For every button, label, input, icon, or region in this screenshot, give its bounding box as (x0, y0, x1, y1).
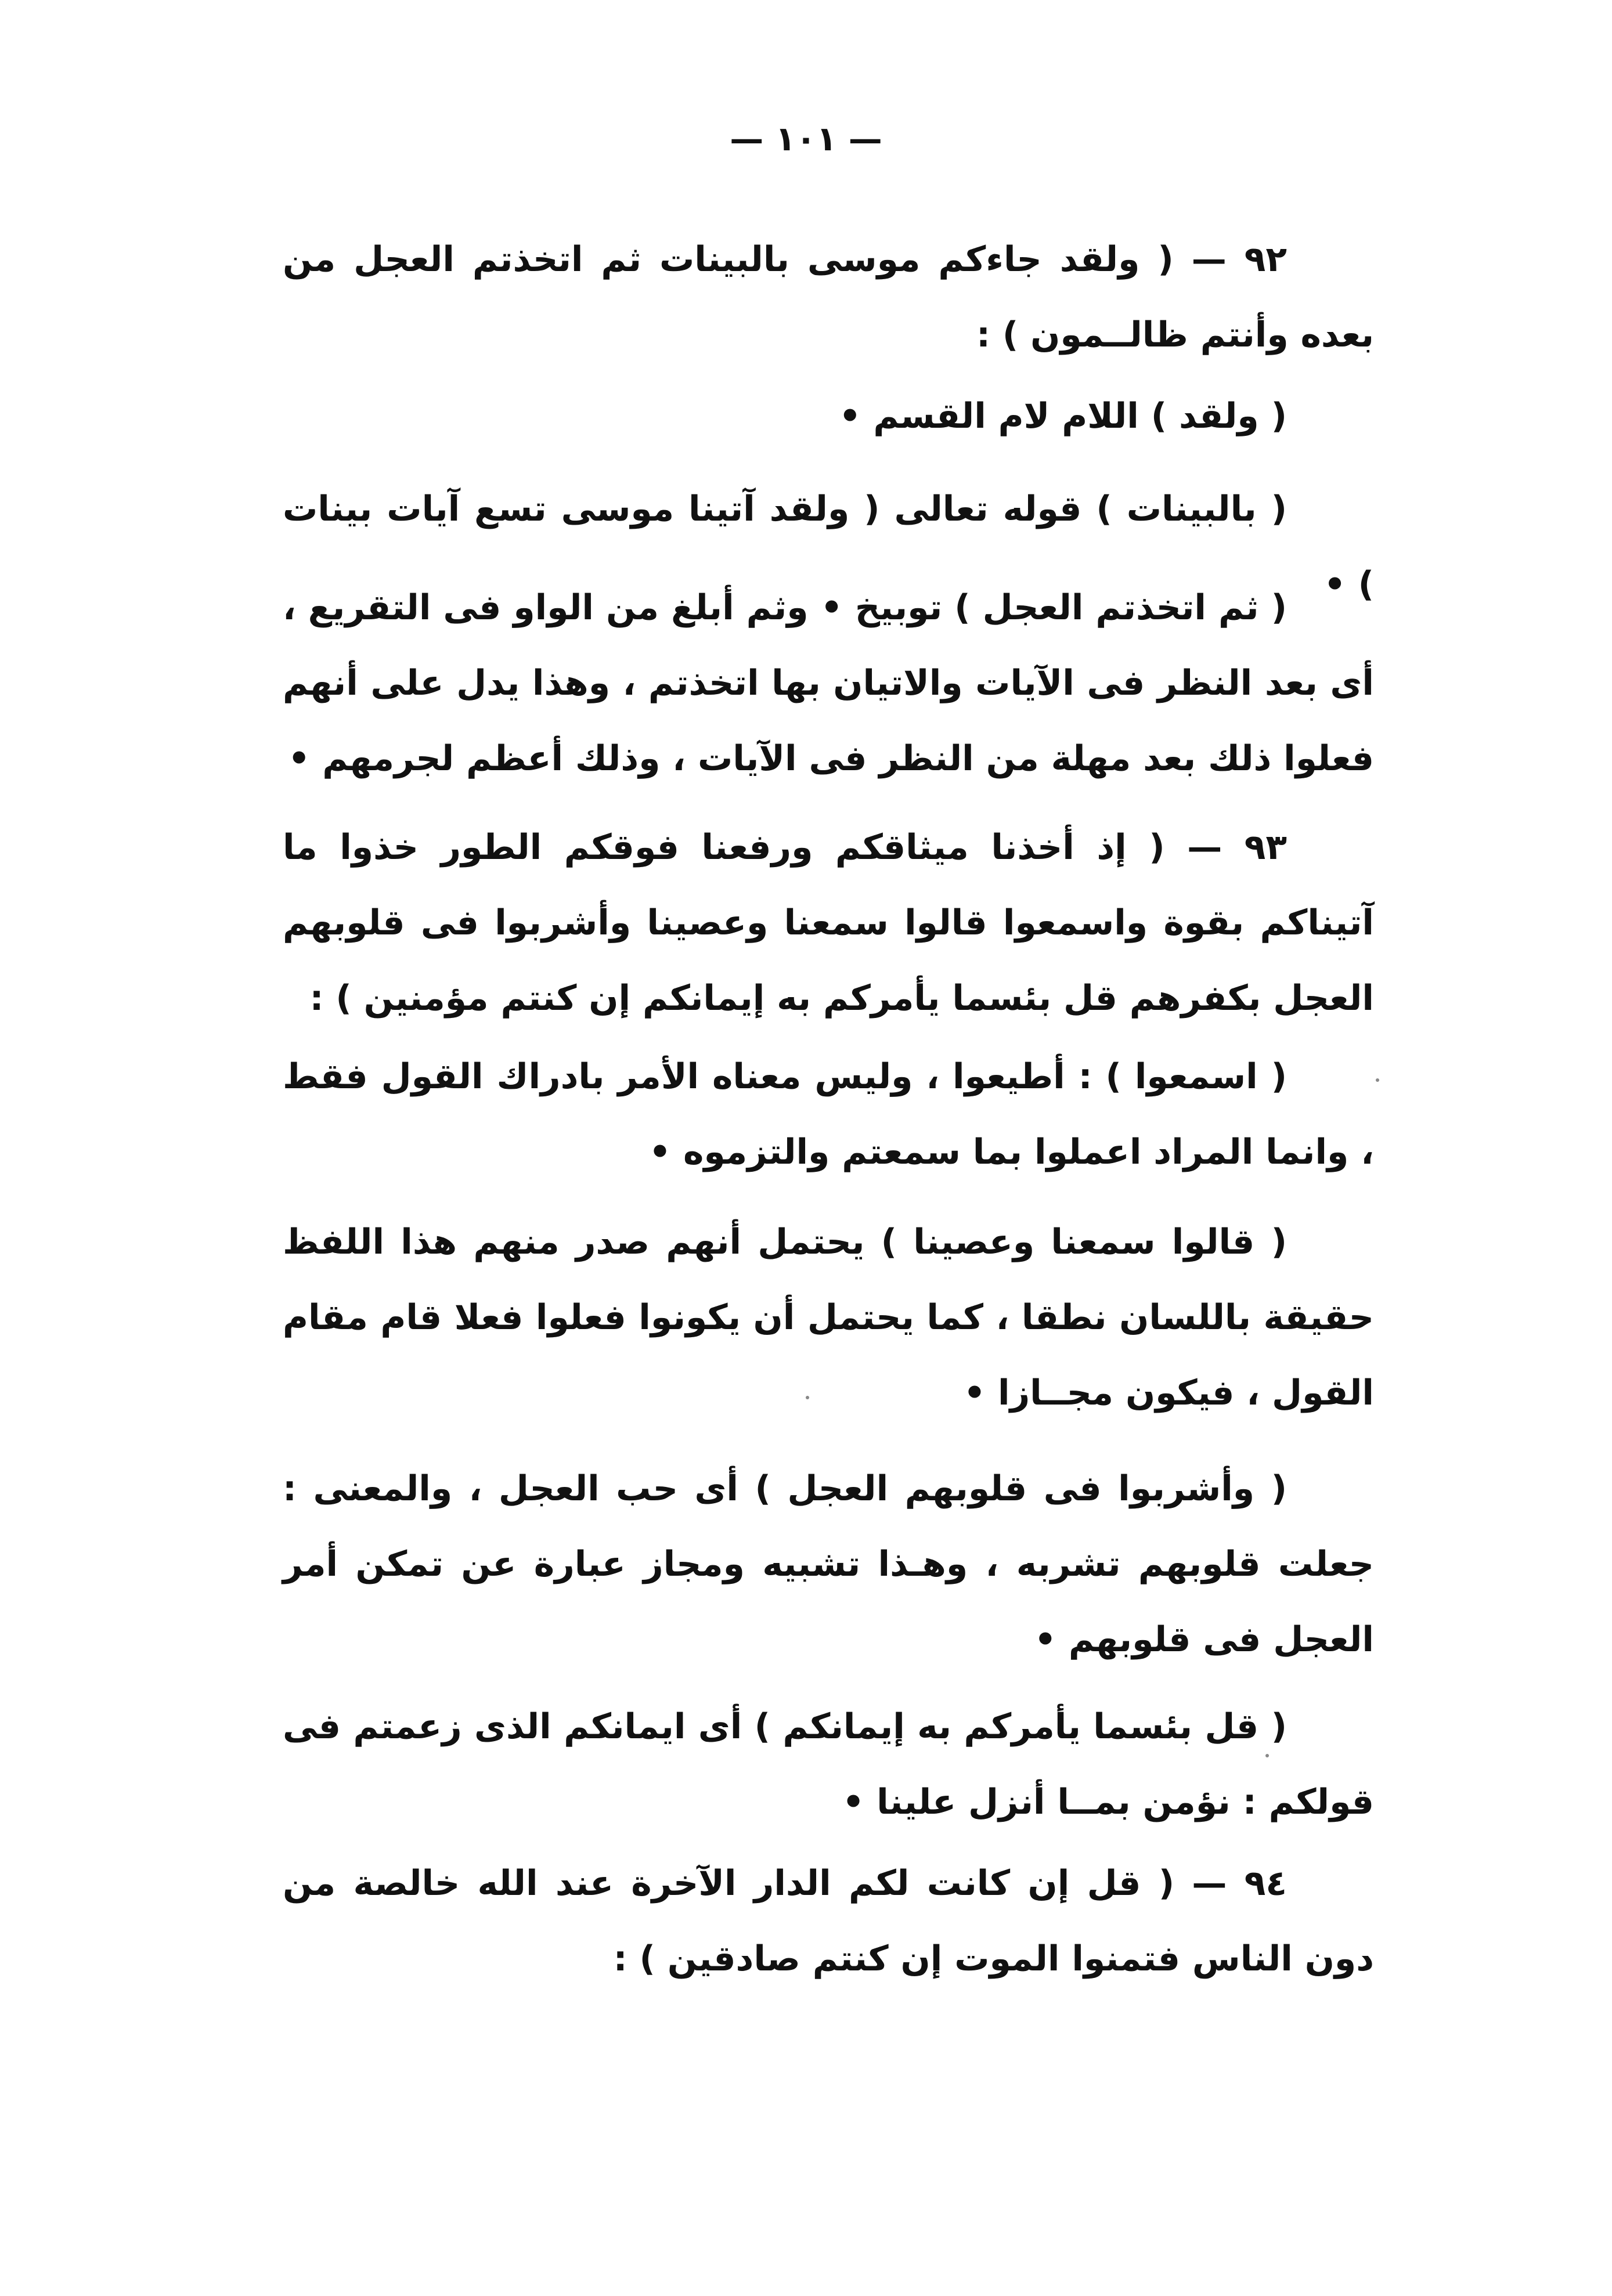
commentary-bil-bayyinat: ( بالبينات ) قوله تعالى ( ولقد آتينا موسى تسع آيات بينات ) • (283, 489, 1374, 605)
scan-speck (1376, 1078, 1379, 1082)
commentary-thumma-ittakhadhtum: ( ثم اتخذتم العجل ) توبيخ • وثم أبلغ من الواو فى التقريع ، أى بعد النظر فى الآيات والاتيان بها اتخذتم ، وهذا يدل على أنهم فعلوا ذلك بعد مهلة من النظر فى الآيات ، وذلك أعظم لجرمهم • (283, 587, 1374, 779)
verse-93-heading: ٩٣ — ( إذ أخذنا ميثاقكم ورفعنا فوقكم الطور خذوا ما آتيناكم بقوة واسمعوا قالوا سمعنا وعصينا وأشربوا فى قلوبهم العجل بكفرهم قل بئسما يأمركم به إيمانكم إن كنتم مؤمنين ) : (283, 827, 1374, 1019)
commentary-bisama: ( قل بئسما يأمركم به إيمانكم ) أى ايمانكم الذى زعمتم فى قولكم : نؤمن بمــا أنزل علينا • (283, 1706, 1374, 1822)
commentary-ushribu: ( وأشربوا فى قلوبهم العجل ) أى حب العجل ، والمعنى : جعلت قلوبهم تشربه ، وهـذا تشبيه ومجاز عبارة عن تمكن أمر العجل فى قلوبهم • (283, 1468, 1374, 1660)
scan-speck (1265, 1754, 1269, 1757)
commentary-ismau: ( اسمعوا ) : أطيعوا ، وليس معناه الأمر بادراك القول فقط ، وانما المراد اعملوا بما سمعتم والتزموه • (283, 1056, 1374, 1172)
commentary-walaqad: ( ولقد ) اللام لام القسم • (839, 396, 1287, 436)
commentary-qalu-samina: ( قالوا سمعنا وعصينا ) يحتمل أنهم صدر منهم هذا اللفظ حقيقة باللسان نطقا ، كما يحتمل أن يكونوا فعلوا فعلا قام مقام القول ، فيكون مجــازا • (283, 1222, 1374, 1413)
verse-92-heading: ٩٢ — ( ولقد جاءكم موسى بالبينات ثم اتخذتم العجل من بعده وأنتم ظالــمون ) : (283, 239, 1374, 355)
page-number: — ١٠١ — (730, 119, 882, 158)
verse-94-heading: ٩٤ — ( قل إن كانت لكم الدار الآخرة عند الله خالصة من دون الناس فتمنوا الموت إن كنتم صادقين ) : (283, 1863, 1374, 1979)
scan-speck (806, 1396, 809, 1399)
